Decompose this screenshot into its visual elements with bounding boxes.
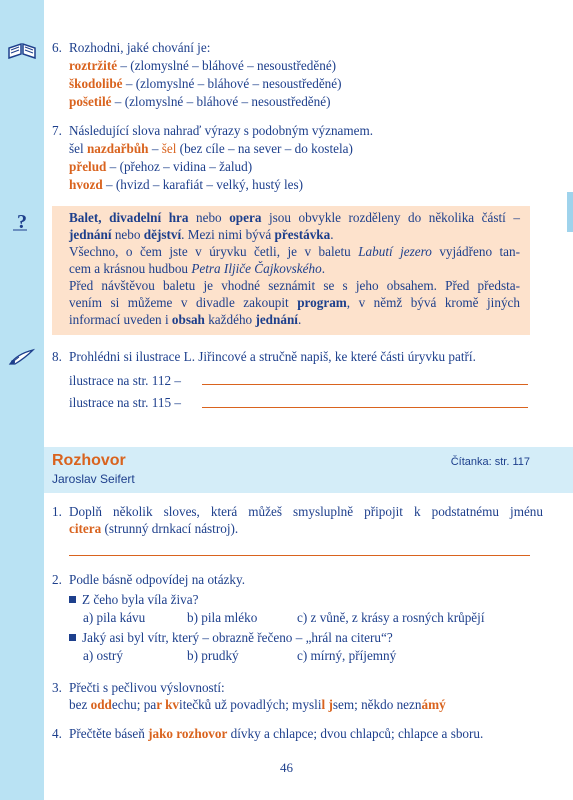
exercise-prompt: Rozhodni, jaké chování je: (69, 40, 211, 55)
pen-icon (7, 346, 37, 368)
exercise-number: 7. (52, 123, 62, 138)
question-number: 1. (52, 504, 62, 519)
answer-label: ilustrace na str. 112 – (69, 373, 181, 388)
question-3 (52, 680, 543, 716)
sub-question: Jaký asi byl vítr, který – obrazně řečeno – „hrál na citeru“? (69, 630, 393, 646)
sidebar-band (0, 0, 44, 800)
exercise-6 (52, 40, 543, 112)
bullet-icon (69, 634, 76, 641)
answer-label: ilustrace na str. 115 – (69, 395, 181, 410)
info-line: Před návštěvou baletu je vhodné seznámit se s jeho obsahem. Před předsta- (69, 278, 520, 293)
list-item: přelud – (přehoz – vidina – žalud) (69, 159, 253, 174)
question-4 (52, 726, 543, 744)
info-line: informací uveden i obsah každého jednání. (69, 312, 302, 327)
info-line: Všechno, o čem jste v úryvku četli, je v baletu Labutí jezero vyjádřeno tan- (69, 244, 521, 259)
exercise-number: 8. (52, 349, 62, 364)
exercise-7 (52, 123, 543, 195)
option-a[interactable]: a) pila kávu (83, 610, 146, 625)
open-book-icon (7, 40, 37, 62)
option-c[interactable]: c) mírný, příjemný (297, 648, 397, 663)
question-prompt: Doplň několik sloves, která můžeš smysluplně připojit k podstatnému jménu (69, 504, 543, 519)
answer-line[interactable] (202, 384, 528, 385)
question-1 (52, 504, 543, 544)
question-prompt: Přečti s pečlivou výslovností: (69, 680, 225, 695)
right-edge-tab (567, 192, 573, 232)
list-item: šel nazdařbůh – šel (bez cíle – na sever – do kostela) (69, 141, 353, 156)
option-b[interactable]: b) pila mléko (187, 610, 258, 625)
info-line: cem a krásnou hudbou Petra Iljiče Čajkovského. (69, 261, 325, 276)
answer-line[interactable] (69, 555, 530, 556)
question-number: 3. (52, 680, 62, 695)
options-row (83, 648, 396, 664)
option-a[interactable]: a) ostrý (83, 648, 123, 663)
question-mark-icon (7, 210, 37, 232)
pronunciation-text: bez oddechu; par kvitečků už povadlých; myslil jsem; někdo neznámý (69, 697, 446, 712)
bullet-icon (69, 596, 76, 603)
list-item: pošetilé – (zlomyslné – bláhové – nesoustředěné) (69, 94, 331, 109)
exercise-prompt: Prohlédni si ilustrace L. Jiřincové a stručně napiš, ke které části úryvku patří. (69, 349, 476, 364)
reader-reference: Čítanka: str. 117 (450, 456, 530, 468)
list-item: hvozd – (hvizd – karafiát – velký, hustý les) (69, 177, 304, 192)
question-number: 2. (52, 572, 62, 587)
option-c[interactable]: c) z vůně, z krásy a rosných krůpějí (297, 610, 485, 625)
info-line: jednání nebo dějství. Mezi nimi bývá přestávka. (69, 227, 334, 242)
options-row (83, 610, 484, 626)
list-item: roztržité – (zlomyslné – bláhové – nesoustředěné) (69, 58, 337, 73)
question-2 (52, 572, 543, 668)
info-line: vením si můžeme v divadle zakoupit program, v němž bývá kromě jiných (69, 295, 520, 310)
section-title: Rozhovor (52, 452, 126, 469)
page-number: 46 (280, 760, 293, 775)
sub-question: Z čeho byla víla živa? (69, 592, 198, 608)
question-number: 4. (52, 726, 62, 741)
section-author: Jaroslav Seifert (52, 472, 135, 486)
option-b[interactable]: b) prudký (187, 648, 239, 663)
exercise-prompt: Následující slova nahraď výrazy s podobným významem. (69, 123, 374, 138)
info-box (52, 206, 530, 335)
question-prompt-cont: citera (strunný drnkací nástroj). (69, 521, 239, 536)
list-item: škodolibé – (zlomyslné – bláhové – nesoustředěné) (69, 76, 342, 91)
exercise-number: 6. (52, 40, 62, 55)
answer-line[interactable] (202, 407, 528, 408)
question-prompt: Přečtěte báseň jako rozhovor dívky a chlapce; dvou chlapců; chlapce a sboru. (69, 726, 484, 741)
info-line: Balet, divadelní hra nebo opera jsou obvykle rozděleny do několika částí – (69, 210, 520, 225)
question-prompt: Podle básně odpovídej na otázky. (69, 572, 246, 587)
svg-text:?: ? (17, 211, 27, 232)
